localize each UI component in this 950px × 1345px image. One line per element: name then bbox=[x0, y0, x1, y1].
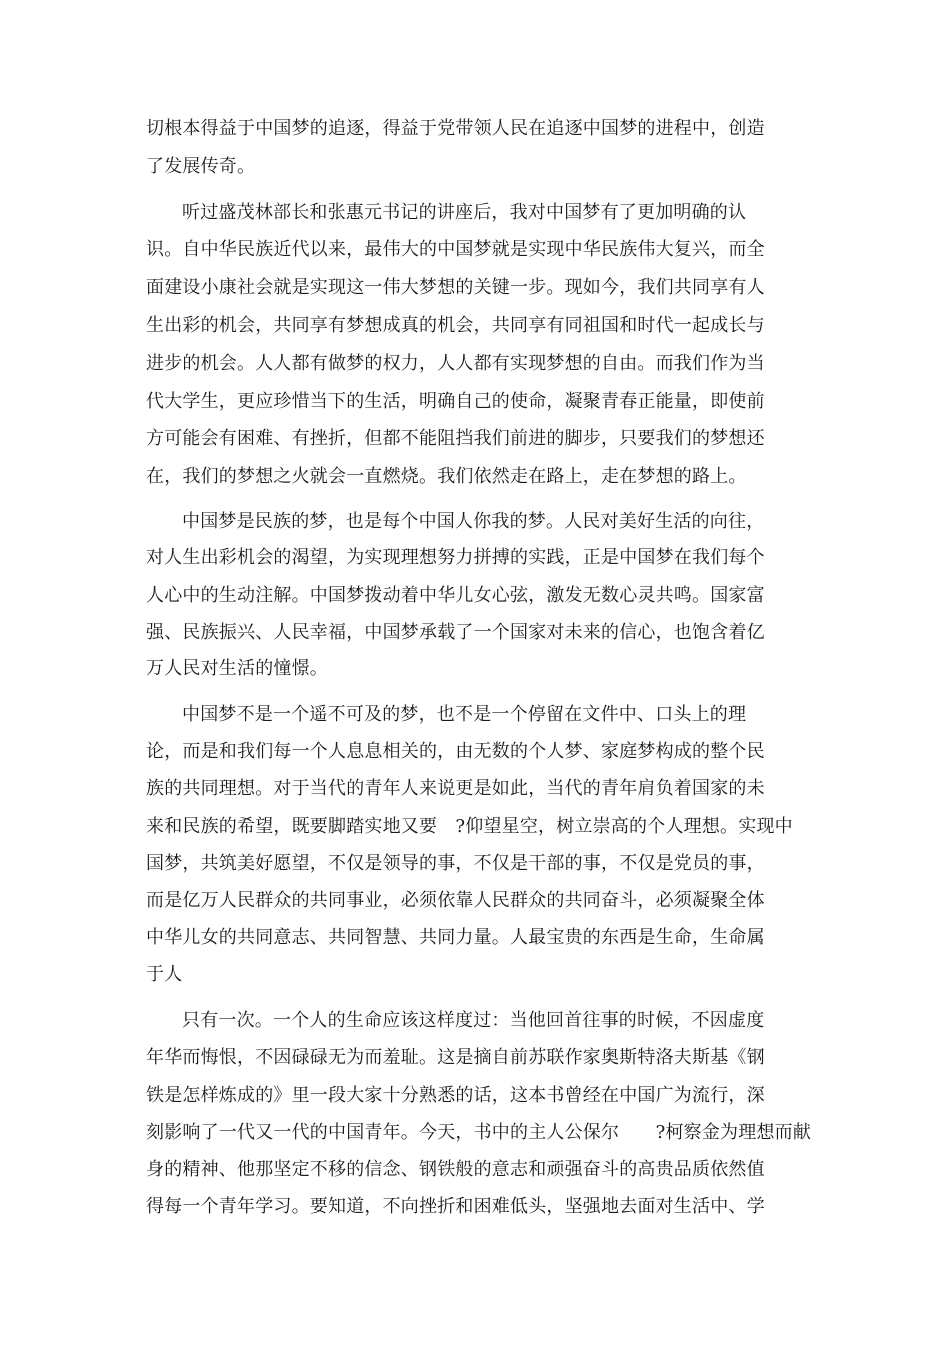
text-line: 于人 bbox=[146, 964, 183, 985]
text-line: 国梦，共筑美好愿望，不仅是领导的事，不仅是干部的事，不仅是党员的事， bbox=[146, 853, 765, 874]
text-line: 中国梦不是一个遥不可及的梦，也不是一个停留在文件中、口头上的理 bbox=[182, 704, 747, 725]
text-line: 进步的机会。人人都有做梦的权力，人人都有实现梦想的自由。而我们作为当 bbox=[146, 353, 765, 374]
text-line: 来和民族的希望，既要脚踏实地又要 ?仰望星空，树立崇高的个人理想。实现中 bbox=[146, 816, 793, 837]
text-line: 论，而是和我们每一个人息息相关的，由无数的个人梦、家庭梦构成的整个民 bbox=[146, 741, 765, 762]
text-line: 对人生出彩机会的渴望，为实现理想努力拼搏的实践，正是中国梦在我们每个 bbox=[146, 547, 765, 568]
text-line: 生出彩的机会，共同享有梦想成真的机会，共同享有同祖国和时代一起成长与 bbox=[146, 315, 765, 336]
text-line: 得每一个青年学习。要知道，不向挫折和困难低头，坚强地去面对生活中、学 bbox=[146, 1196, 765, 1217]
text-line: 年华而悔恨，不因碌碌无为而羞耻。这是摘自前苏联作家奥斯特洛夫斯基《钢 bbox=[146, 1047, 765, 1068]
text-line: 中国梦是民族的梦，也是每个中国人你我的梦。人民对美好生活的向往， bbox=[182, 511, 765, 532]
text-line: 了发展传奇。 bbox=[146, 156, 256, 177]
text-line: 识。自中华民族近代以来，最伟大的中国梦就是实现中华民族伟大复兴，而全 bbox=[146, 239, 765, 260]
text-line: 方可能会有困难、有挫折，但都不能阻挡我们前进的脚步，只要我们的梦想还 bbox=[146, 428, 765, 449]
text-line: 强、民族振兴、人民幸福，中国梦承载了一个国家对未来的信心，也饱含着亿 bbox=[146, 622, 765, 643]
text-line: 切根本得益于中国梦的追逐，得益于党带领人民在追逐中国梦的进程中，创造 bbox=[146, 118, 765, 139]
text-line: 刻影响了一代又一代的中国青年。今天，书中的主人公保尔 ?柯察金为理想而献 bbox=[146, 1122, 812, 1143]
text-line: 族的共同理想。对于当代的青年人来说更是如此，当代的青年肩负着国家的未 bbox=[146, 778, 765, 799]
text-line: 听过盛茂林部长和张惠元书记的讲座后，我对中国梦有了更加明确的认 bbox=[182, 202, 747, 223]
text-line: 万人民对生活的憧憬。 bbox=[146, 658, 328, 679]
text-line: 人心中的生动注解。中国梦拨动着中华儿女心弦，激发无数心灵共鸣。国家富 bbox=[146, 585, 765, 606]
text-line: 代大学生，更应珍惜当下的生活，明确自己的使命，凝聚青春正能量，即使前 bbox=[146, 391, 765, 412]
text-line: 而是亿万人民群众的共同事业，必须依靠人民群众的共同奋斗，必须凝聚全体 bbox=[146, 890, 765, 911]
text-line: 身的精神、他那坚定不移的信念、钢铁般的意志和顽强奋斗的高贵品质依然值 bbox=[146, 1159, 765, 1180]
text-line: 在，我们的梦想之火就会一直燃烧。我们依然走在路上，走在梦想的路上。 bbox=[146, 466, 747, 487]
text-line: 只有一次。一个人的生命应该这样度过：当他回首往事的时候，不因虚度 bbox=[182, 1010, 765, 1031]
text-line: 铁是怎样炼成的》里一段大家十分熟悉的话，这本书曾经在中国广为流行，深 bbox=[146, 1085, 765, 1106]
text-line: 中华儿女的共同意志、共同智慧、共同力量。人最宝贵的东西是生命，生命属 bbox=[146, 927, 765, 948]
text-line: 面建设小康社会就是实现这一伟大梦想的关键一步。现如今，我们共同享有人 bbox=[146, 277, 765, 298]
